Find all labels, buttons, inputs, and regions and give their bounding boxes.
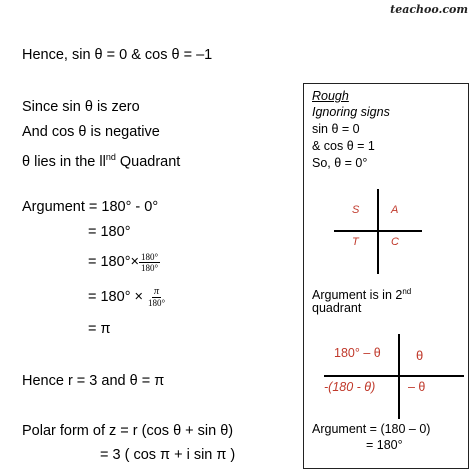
fraction-denominator: 180°	[147, 297, 166, 308]
argument-line-3	[88, 248, 160, 276]
rough-cos: & cos θ = 1	[312, 139, 375, 153]
fraction-180-over-180	[139, 252, 160, 273]
rough-sin: sin θ = 0	[312, 122, 360, 136]
rough-so-theta: So, θ = 0°	[312, 156, 368, 170]
fraction-pi-over-180	[146, 287, 167, 308]
argument-line-2: = 180°	[88, 224, 131, 240]
rough-title: Rough	[312, 89, 349, 103]
line-and-cos: And cos θ is negative	[22, 124, 160, 140]
quadrant-text: θ lies in the ll	[22, 153, 106, 170]
line-quadrant	[22, 148, 180, 171]
angle-horizontal-axis	[324, 375, 464, 377]
quadrant-sup: nd	[105, 152, 116, 162]
line-since-sin: Since sin θ is zero	[22, 99, 140, 115]
quadrant-s-label: S	[352, 204, 360, 216]
argument-result: = π	[88, 321, 111, 337]
fraction-numerator: 180°	[140, 251, 159, 262]
quadrant-t-label: T	[352, 236, 359, 248]
angle-first-quadrant: θ	[416, 348, 424, 363]
argument-quadrant-text: Argument is in 2	[312, 288, 403, 303]
rough-ignoring-signs: Ignoring signs	[312, 105, 390, 119]
quadrant-post: Quadrant	[115, 153, 181, 170]
argument-quadrant-sup: nd	[402, 287, 412, 296]
polar-form-line-2: = 3 ( cos π + i sin π )	[100, 447, 236, 463]
angle-vertical-axis	[398, 334, 400, 419]
fraction-denominator: 180°	[140, 262, 159, 273]
astc-vertical-axis	[377, 189, 379, 274]
argument-line-4	[88, 283, 167, 311]
fraction-numerator: π	[154, 285, 160, 297]
rough-result-line-1: Argument = (180 – 0)	[312, 422, 431, 436]
line-hence-sin-cos: Hence, sin θ = 0 & cos θ = –1	[22, 47, 213, 63]
angle-second-quadrant: 180° – θ	[334, 346, 381, 360]
rough-work-box	[303, 83, 469, 469]
hence-r-theta: Hence r = 3 and θ = π	[22, 373, 165, 389]
quadrant-a-label: A	[391, 204, 399, 216]
rough-quadrant-word: quadrant	[312, 301, 362, 315]
angle-third-quadrant: -(180 - θ)	[324, 380, 376, 394]
argument-line-4-prefix: = 180° ×	[88, 289, 143, 305]
astc-horizontal-axis	[334, 230, 422, 232]
teachoo-logo: teachoo.com	[390, 3, 468, 16]
polar-form-line-1: Polar form of z = r (cos θ + sin θ)	[22, 423, 234, 439]
rough-result-line-2: = 180°	[366, 438, 403, 452]
argument-line-1: Argument = 180° - 0°	[22, 199, 159, 215]
angle-fourth-quadrant: – θ	[408, 380, 426, 394]
quadrant-c-label: C	[391, 236, 399, 248]
argument-line-3-prefix: = 180°×	[88, 254, 139, 270]
